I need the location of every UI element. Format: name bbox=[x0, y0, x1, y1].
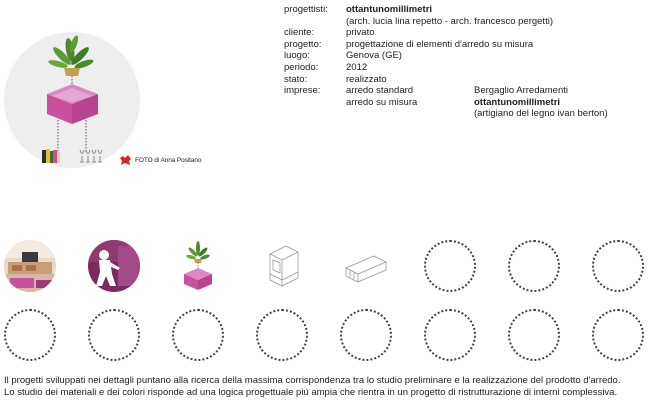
thumb-person-photo[interactable] bbox=[88, 240, 140, 292]
books-icon bbox=[42, 149, 60, 163]
progetto-label: progetto: bbox=[284, 38, 322, 50]
empty-ring-icon bbox=[592, 240, 644, 292]
description-line-1: Il progetti sviluppati nei dettagli puntano alla ricerca della massima corrispondenza tra lo studio preliminare e la realizzazione del prodotto d'arredo. bbox=[4, 375, 621, 386]
planter-thumb-icon bbox=[172, 240, 224, 292]
cliente-label: cliente: bbox=[284, 27, 315, 39]
sideboard-icon bbox=[340, 240, 392, 292]
imprese-misura-detail: (artigiano del legno ivan berton) bbox=[474, 108, 608, 120]
thumb-empty[interactable] bbox=[508, 240, 560, 292]
empty-ring-icon bbox=[592, 309, 644, 361]
thumb-empty[interactable] bbox=[592, 240, 644, 292]
progettisti-label: progettisti: bbox=[284, 4, 328, 15]
progettisti-detail: (arch. lucia lina repetto - arch. francesco pergetti) bbox=[346, 15, 553, 27]
planter-illustration bbox=[0, 30, 140, 170]
thumb-empty[interactable] bbox=[424, 309, 476, 361]
description-line-2: Lo studio dei materiali e dei colori risponde ad una logica progettuale più ampia che rientra in un progetto di ristrutturazione di interni complessiva. bbox=[4, 387, 618, 399]
thumb-tv-cabinet[interactable] bbox=[256, 240, 308, 292]
project-info bbox=[284, 4, 608, 120]
thumb-empty[interactable] bbox=[424, 240, 476, 292]
imprese-standard-value: Bergaglio Arredamenti bbox=[474, 85, 568, 97]
project-description bbox=[4, 375, 620, 400]
box-icon bbox=[47, 84, 98, 124]
empty-ring-icon bbox=[424, 240, 476, 292]
thumb-empty[interactable] bbox=[172, 309, 224, 361]
living-room-photo bbox=[4, 240, 56, 292]
periodo-value: 2012 bbox=[346, 61, 368, 73]
camera-logo-icon bbox=[118, 154, 132, 166]
photo-credit bbox=[118, 154, 201, 166]
imprese-label: imprese: bbox=[284, 85, 321, 97]
thumb-empty[interactable] bbox=[256, 309, 308, 361]
thumb-empty[interactable] bbox=[4, 309, 56, 361]
thumb-living-room-photo[interactable] bbox=[4, 240, 56, 292]
progettisti-name: ottantunomillimetri bbox=[346, 4, 433, 15]
empty-ring-icon bbox=[172, 309, 224, 361]
thumb-empty[interactable] bbox=[88, 309, 140, 361]
empty-ring-icon bbox=[88, 309, 140, 361]
empty-ring-icon bbox=[4, 309, 56, 361]
stato-label: stato: bbox=[284, 73, 308, 85]
empty-ring-icon bbox=[424, 309, 476, 361]
progetto-value: progettazione di elementi d'arredo su misura bbox=[346, 38, 534, 50]
empty-ring-icon bbox=[508, 240, 560, 292]
luogo-value: Genova (GE) bbox=[346, 50, 402, 62]
thumb-planter[interactable] bbox=[172, 240, 224, 292]
photo-credit-text: FOTO di Anna Positano bbox=[135, 156, 202, 164]
person-photo bbox=[88, 240, 140, 292]
periodo-label: periodo: bbox=[284, 61, 319, 73]
luogo-label: luogo: bbox=[284, 50, 310, 62]
tv-cabinet-icon bbox=[256, 240, 308, 292]
stato-value: realizzato bbox=[346, 73, 387, 85]
thumb-empty[interactable] bbox=[592, 309, 644, 361]
plant-icon bbox=[48, 35, 95, 76]
empty-ring-icon bbox=[340, 309, 392, 361]
imprese-standard-label: arredo standard bbox=[346, 85, 414, 97]
cliente-value: privato bbox=[346, 27, 375, 39]
empty-ring-icon bbox=[256, 309, 308, 361]
thumb-sideboard[interactable] bbox=[340, 240, 392, 292]
thumb-empty[interactable] bbox=[340, 309, 392, 361]
thumb-empty[interactable] bbox=[508, 309, 560, 361]
imprese-misura-label: arredo su misura bbox=[346, 96, 418, 108]
glasses-icon bbox=[80, 150, 102, 162]
imprese-misura-value: ottantunomillimetri bbox=[474, 96, 561, 108]
empty-ring-icon bbox=[508, 309, 560, 361]
